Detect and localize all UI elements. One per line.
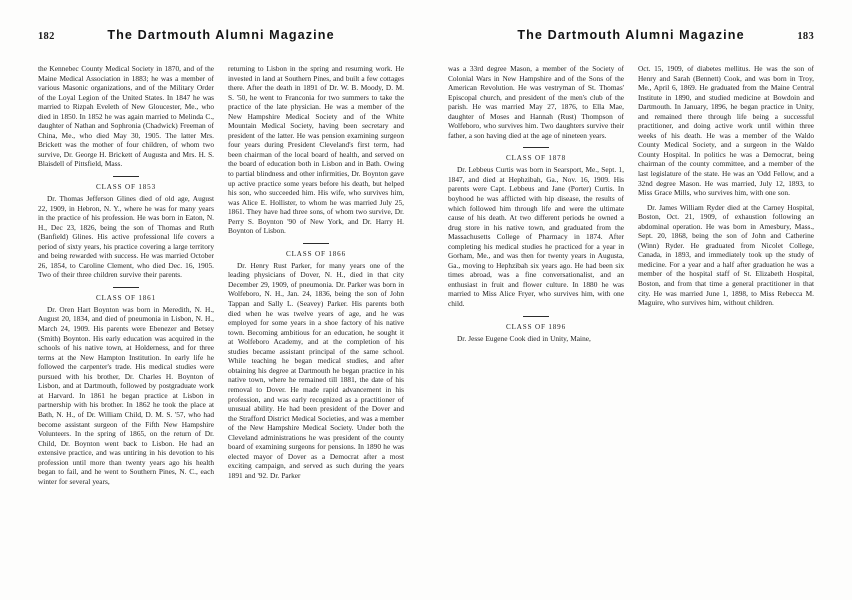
section-rule xyxy=(113,287,139,288)
running-head-left xyxy=(38,28,404,50)
page-left xyxy=(0,0,426,600)
page-number-right: 183 xyxy=(797,31,814,42)
running-head-right xyxy=(448,28,814,50)
column-1 xyxy=(38,64,214,604)
magazine-title-right: The Dartmouth Alumni Magazine xyxy=(517,28,745,42)
column-2 xyxy=(228,64,404,604)
paragraph-brickett-continued: the Kennebec County Medical Society in 1870, and of the Maine Medical Association in 1883; he was a member of various Masonic organizations, and of the Military Order of the Loyal Legion of the United States. In 1847 he was married to Rizpah Eveleth of New Gloucester, Me., who died in 1850. In 1852 he was again married to Melinda C., daughter of Nathan and Sophronia (Chadwick) Freeman of China, Me., who died May 30, 1905. The latter Mrs. Brickett was the mother of four children, of whom two survive, Dr. George H. Brickett of Augusta and Mrs. H. S. Blaisdell of Pittsfield, Mass. xyxy=(38,64,214,169)
paragraph-boynton: Dr. Oren Hart Boynton was born in Meredith, N. H., August 20, 1834, and died of pneumonia in Lisbon, N. H., March 24, 1909. His parents were Ebenezer and Betsey (Smith) Boynton. His early education was acquired in the schools of his native town, at Holderness, and for three terms at the New Hampton Institution. In early life he followed the carpenter's trade. His medical studies were pursued with his brother, Dr. Charles H. Boynton of Lisbon, and at Dartmouth, followed by postgraduate work at Harvard. In 1861 he began practice at Lisbon in partnership with his brother. In 1862 he took the place at Bath, N. H., of Dr. William Child, D. M. S. '57, who had become assistant surgeon of the Fifth New Hampshire Volunteers. In the spring of 1865, on the return of Dr. Child, Dr. Boynton went back to Lisbon. He had an extensive practice, and was untiring in his devotion to his profession until more than twenty years ago his health began to fail, and he went to Southern Pines, N. C., each winter for several years, xyxy=(38,304,214,486)
section-rule xyxy=(303,243,329,244)
heading-class-of-1866: CLASS OF 1866 xyxy=(286,249,346,258)
paragraph-glines: Dr. Thomas Jefferson Glines died of old age, August 22, 1909, in Hebron, N. Y., where he was for many years in the practice of his profession. He was born in Eaton, N. H., Dec 23, 1826, being the son of Thomas and Ruth (Banfield) Glines. His active professional life covers a period of sixty years, his practice covering a large territory and being rewarded with success. He was married October 26, 1854, to Caroline Clement, who died Dec. 16, 1905. Two of their three children survive their parents. xyxy=(38,194,214,280)
columns-left-page xyxy=(38,64,404,604)
page-number-left: 182 xyxy=(38,31,55,42)
paragraph-ryder: Dr. James William Ryder died at the Carney Hospital, Boston, Oct. 21, 1909, of exhaustion following an abdominal operation. He was born in Amesbury, Mass., Sept. 20, 1868, being the son of John and Catherine (Winn) Ryder. He graduated from Nicolet College, Canada, in 1893, and immediately took up the study of medicine. For a year and a half after graduation he was a member of the hospital staff of St. Elizabeth Hospital, Boston, and from that time a general practitioner in that city. He was married June 1, 1898, to Miss Rebecca M. Maguire, who survives him, without children. xyxy=(638,202,814,308)
section-rule xyxy=(523,147,549,148)
column-3 xyxy=(448,64,624,604)
paragraph-parker: Dr. Henry Rust Parker, for many years one of the leading physicians of Dover, N. H., died in that city December 29, 1909, of pneumonia. Dr. Parker was born in Wolfeboro, N. H., Jan. 24, 1836, being the son of John Tappan and Sally L. (Seavey) Parker. His parents both died when he was twelve years of age, and he was employed for some years in a shoe factory of his native town. Becoming ambitious for an education, he sought it at Wolfeboro Academy, and at the completion of his studies became assistant principal of the same school. While teaching he began medical studies, and after obtaining his degree at Dartmouth he began practice in his native town, where he remained till 1881, the date of his removal to Dover. He made rapid advancement in his profession, and was early recognized as a practitioner of unusual ability. He had been president of the Dover and the Strafford District Medical Societies, and was a member of the New Hampshire Medical Society. Under both the Cleveland administrations he was president of the county board of examining surgeons for pensions. In 1890 he was elected mayor of Dover as a Democrat after a most exciting campaign, and served as such during the years 1891 and '92. Dr. Parker xyxy=(228,260,404,480)
paragraph-cook-continued: Oct. 15, 1909, of diabetes mellitus. He was the son of Henry and Sarah (Bennett) Cook, and was born in Troy, Me., April 6, 1869. He graduated from the Maine Central Institute in 1890, and studied medicine at Bowdoin and Dartmouth. In January, 1896, he began practice in Unity, and remained there through life being a successful practitioner, and doing active work until within three weeks of his death. He was a member of the Waldo County Medical Society, and a surgeon in the Waldo County Hospital. In politics he was a Democrat, being chairman of the county committee, and a member of the last legislature of the state. He was an 'Odd Fellow, and a 32nd degree Mason. He was married, July 12, 1893, to Miss Grace Mills, who survives him, with one son. xyxy=(638,64,814,198)
columns-right-page xyxy=(448,64,814,604)
heading-class-of-1853: CLASS OF 1853 xyxy=(96,183,156,192)
section-rule xyxy=(113,176,139,177)
page-right xyxy=(426,0,852,600)
heading-class-of-1896: CLASS OF 1896 xyxy=(506,322,566,331)
magazine-title-left: The Dartmouth Alumni Magazine xyxy=(107,28,335,42)
paragraph-boynton-continued: returning to Lisbon in the spring and resuming work. He invested in land at Southern Pines, and built a few cottages there. After the death in 1891 of Dr. W. B. Moody, D. M. S. '50, he went to Franconia for two summers to take the practice of the late physician. He was a member of the New Hampshire Medical Society and of the White Mountain Medical Society, having been secretary and president of the latter. He was pension examining surgeon four years during President Cleveland's first term, had been chairman of the local board of health, and served on the board of education both in Lisbon and in Bath. Owing to partial blindness and other infirmities, Dr. Boynton gave up active practice some years before his death, but helped his son, who succeeded him. His wife, who survives him, was Alice E. Hollister, to whom he was married July 25, 1861. They have had three sons, of whom two survive, Dr. Perry S. Boynton '90 of New York, and Dr. Harry H. Boynton of Lisbon. xyxy=(228,64,404,236)
paragraph-curtis: Dr. Lebbeus Curtis was born in Searsport, Me., Sept. 1, 1847, and died at Hephzibah, Ga., Nov. 16, 1909. His parents were Capt. Lebbeus and Jane (Porter) Curtis. In boyhood he was afflicted with hip disease, the results of which followed him through life and were the ultimate cause of his death. At two different periods he owned a drug store in his native town, and graduated from the Massachusetts College of Pharmacy in 1874. After completing his medical studies he practiced for a year in Gorham, Me., and was then for twenty years in Augusta, Ga., moving to Hephzibah six years ago. He had been six times abroad, was a fine conversationalist, and an enthusiast in fruit and flower culture. In 1880 he was married to Miss Alice Fryer, who survives him, with one child. xyxy=(448,165,624,309)
heading-class-of-1878: CLASS OF 1878 xyxy=(506,154,566,163)
paragraph-parker-continued: was a 33rd degree Mason, a member of the Society of Colonial Wars in New Hampshire and of the Sons of the American Revolution. He was vestryman of St. Thomas' Episcopal church, and president of the men's club of the parish. He was married May 27, 1876, to Ella Mae, daughter of Moses and Hannah (Rust) Thompson of Wolfeboro, who survives him. Two daughters survive their father, a son having died at the age of nineteen years. xyxy=(448,64,624,140)
section-rule xyxy=(523,316,549,317)
column-4 xyxy=(638,64,814,604)
paragraph-cook: Dr. Jesse Eugene Cook died in Unity, Maine, xyxy=(457,333,591,343)
heading-class-of-1861: CLASS OF 1861 xyxy=(96,293,156,302)
